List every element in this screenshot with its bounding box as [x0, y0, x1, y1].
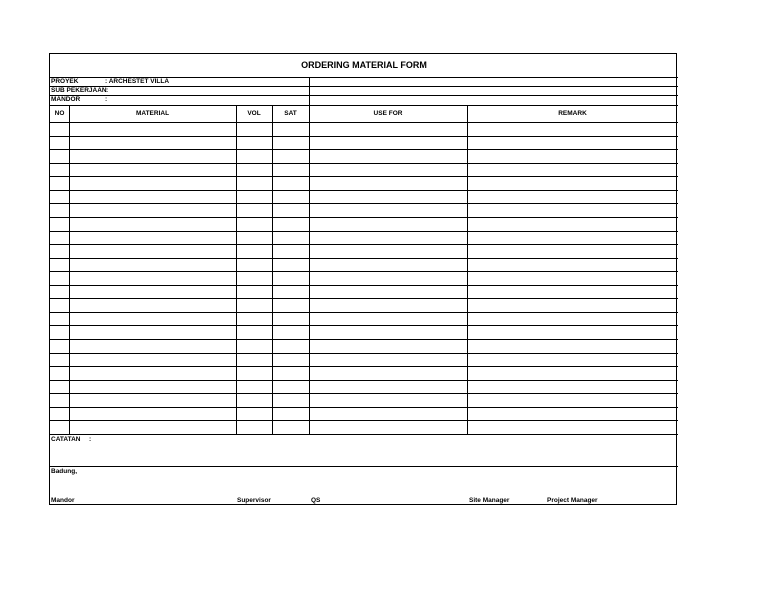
- header-bottom-line: [50, 105, 678, 106]
- mandor-value: :: [105, 96, 108, 103]
- form-title: ORDERING MATERIAL FORM: [301, 60, 427, 70]
- col-header-use-for: USE FOR: [373, 110, 403, 117]
- signature-qs: QS: [311, 497, 321, 504]
- sub-pekerjaan-value: :: [106, 87, 109, 94]
- table-row: [50, 258, 678, 259]
- col-header-remark: REMARK: [558, 110, 587, 117]
- signature-supervisor: Supervisor: [237, 497, 271, 504]
- table-row: [50, 407, 678, 408]
- table-row: [50, 285, 678, 286]
- column-header-bottom-line: [50, 122, 678, 123]
- table-row: [50, 149, 678, 150]
- signature-project-manager: Project Manager: [547, 497, 598, 504]
- ordering-material-form: [49, 53, 677, 505]
- notes-top-line: [50, 434, 678, 435]
- sub-pekerjaan-label: SUB PEKERJAAN: [51, 87, 107, 94]
- table-row: [50, 176, 678, 177]
- signature-site-manager: Site Manager: [469, 497, 510, 504]
- table-row: [50, 393, 678, 394]
- table-row: [50, 136, 678, 137]
- col-header-sat: SAT: [284, 110, 297, 117]
- table-row: [50, 217, 678, 218]
- col-divider-use-for: [467, 106, 468, 435]
- table-row: [50, 163, 678, 164]
- table-row: [50, 312, 678, 313]
- header-divider: [309, 77, 310, 106]
- table-row: [50, 380, 678, 381]
- table-row: [50, 420, 678, 421]
- proyek-value: : ARCHESTET VILLA: [105, 78, 170, 85]
- col-header-vol: VOL: [247, 110, 261, 117]
- signature-mandor: Mandor: [51, 497, 75, 504]
- table-row: [50, 325, 678, 326]
- col-divider-vol: [272, 106, 273, 435]
- header-line-3: [50, 95, 678, 96]
- catatan-label: CATATAN: [51, 436, 81, 443]
- table-row: [50, 244, 678, 245]
- location-label: Badung,: [51, 468, 77, 475]
- table-row: [50, 231, 678, 232]
- table-row: [50, 203, 678, 204]
- table-row: [50, 353, 678, 354]
- catatan-value: :: [89, 436, 92, 443]
- proyek-label: PROYEK: [51, 78, 79, 85]
- table-row: [50, 366, 678, 367]
- header-line-2: [50, 86, 678, 87]
- table-row: [50, 271, 678, 272]
- col-header-material: MATERIAL: [135, 110, 170, 117]
- table-row: [50, 190, 678, 191]
- col-divider-material: [236, 106, 237, 435]
- mandor-label: MANDOR: [51, 96, 81, 103]
- col-divider-sat: [309, 106, 310, 435]
- table-row: [50, 298, 678, 299]
- col-divider-no: [69, 106, 70, 435]
- signature-top-line: [50, 466, 678, 467]
- col-header-no: NO: [54, 110, 65, 117]
- table-row: [50, 339, 678, 340]
